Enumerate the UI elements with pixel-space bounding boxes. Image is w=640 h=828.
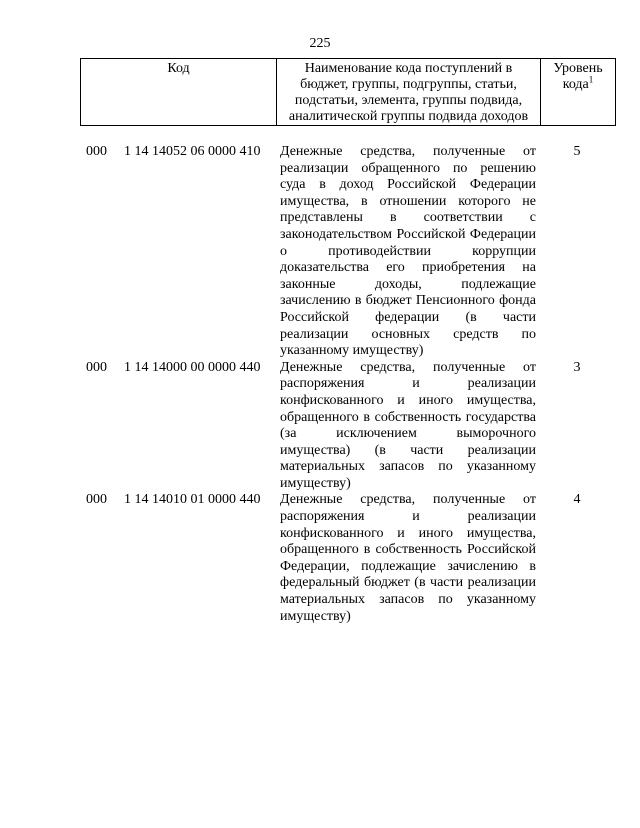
table-row (80, 144, 616, 360)
header-level (541, 59, 615, 125)
row-code-cell (80, 144, 276, 360)
row-name: Денежные средства, полученные от распоряжения и реализации конфискованного и иного имущества, обращенного в собственность Российской Федерации, подлежащие зачислению в федеральный бюджет (в части реализации материальных запасов по указанному имуществу) (280, 492, 536, 624)
row-level: 4 (573, 492, 581, 508)
row-admin-code: 000 (86, 359, 107, 375)
table-row (80, 492, 616, 625)
row-revenue-code: 1 14 14000 00 0000 440 (124, 359, 261, 375)
row-name: Денежные средства, полученные от реализации обращенного по решению суда в доход Российской Федерации имущества, в отношении которого не представлены в соответствии с законодательством Российской Федерации о противодействии коррупции доказательства его приобретения на законные доходы, подлежащие зачислению в бюджет Пенсионного фонда Российской федерации (в части реализации основных средств по указанному имуществу) (280, 144, 536, 359)
header-name: Наименование кода поступлений в бюджет, группы, подгруппы, статьи, подстатьи, элемента, группы подвида, аналитической группы подвида доходов (277, 59, 541, 125)
table-body (80, 126, 616, 625)
header-level-label: Уровень кода (553, 61, 603, 92)
header-code: Код (81, 59, 277, 125)
row-admin-code: 000 (86, 492, 107, 508)
table-row (80, 360, 616, 493)
revenue-codes-table (80, 58, 616, 625)
row-revenue-code: 1 14 14052 06 0000 410 (124, 144, 261, 159)
header-level-footnote: 1 (588, 74, 594, 85)
page-number: 225 (309, 36, 331, 51)
row-code-cell (80, 360, 276, 493)
row-level: 5 (573, 144, 581, 159)
row-admin-code: 000 (86, 144, 107, 159)
row-name: Денежные средства, полученные от распоряжения и реализации конфискованного и иного имущества, обращенного в собственность государства (за исключением выморочного имущества) (в части реализации материальных запасов по указанному имуществу) (280, 359, 536, 491)
row-revenue-code: 1 14 14010 01 0000 440 (124, 492, 261, 508)
row-level: 3 (573, 359, 581, 375)
table-header (80, 58, 616, 126)
row-code-cell (80, 492, 276, 625)
